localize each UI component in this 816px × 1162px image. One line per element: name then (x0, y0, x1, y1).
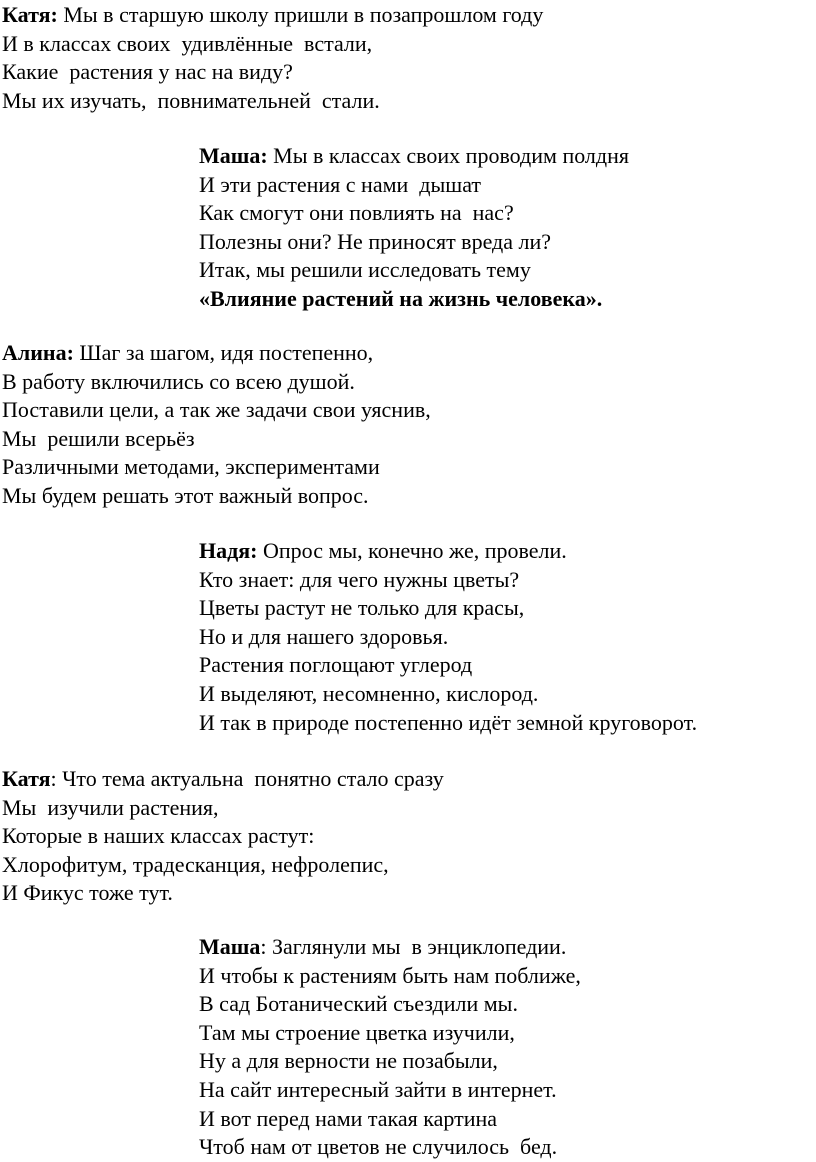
stanza-line: Хлорофитум, традесканция, нефролепис, (2, 851, 389, 877)
stanza-line: И выделяют, несомненно, кислород. (199, 680, 539, 706)
stanza-line: И Фикус тоже тут. (2, 880, 173, 906)
line-text: Мы в старшую школу пришли в позапрошлом году (57, 2, 544, 27)
stanza-line: Мы их изучать, повнимательней стали. (2, 87, 380, 113)
stanza-line: Ну а для верности не позабыли, (199, 1048, 498, 1074)
speaker-name: Катя: (2, 2, 58, 27)
stanza-line (2, 339, 431, 368)
stanza-masha-2 (199, 933, 581, 1162)
stanza-katya-1 (2, 1, 543, 115)
line-text: Мы в классах своих проводим полдня (267, 143, 629, 168)
stanza-line: И вот перед нами такая картина (199, 1105, 498, 1131)
stanza-line: И эти растения с нами дышат (199, 171, 482, 197)
stanza-line: Полезны они? Не приносят вреда ли? (199, 228, 552, 254)
stanza-line: Мы будем решать этот важный вопрос. (2, 482, 369, 508)
stanza-line: Поставили цели, а так же задачи свои уяснив, (2, 397, 431, 423)
stanza-line: И в классах своих удивлённые встали, (2, 30, 373, 56)
stanza-line: Там мы строение цветка изучили, (199, 1019, 515, 1045)
stanza-line (199, 933, 581, 962)
stanza-line: Мы изучили растения, (2, 794, 219, 820)
stanza-line: И так в природе постепенно идёт земной круговорот. (199, 709, 698, 735)
stanza-line: Но и для нашего здоровья. (199, 623, 449, 649)
stanza-line: В сад Ботанический съездили мы. (199, 991, 518, 1017)
stanza-line: Какие растения у нас на виду? (2, 59, 293, 85)
stanza-line (199, 142, 629, 171)
line-text: : Заглянули мы в энциклопедии. (260, 934, 567, 959)
speaker-name: Катя (2, 766, 51, 791)
stanza-masha-1 (199, 142, 629, 314)
stanza-line: Итак, мы решили исследовать тему (199, 257, 531, 283)
stanza-line: На сайт интересный зайти в интернет. (199, 1076, 557, 1102)
speaker-name: Маша: (199, 143, 268, 168)
stanza-line: Цветы растут не только для красы, (199, 595, 525, 621)
stanza-line: В работу включились со всею душой. (2, 368, 355, 394)
stanza-line: Различными методами, экспериментами (2, 454, 380, 480)
line-text: Опрос мы, конечно же, провели. (257, 538, 567, 563)
stanza-line (2, 765, 444, 794)
speaker-name: Маша (199, 934, 261, 959)
stanza-line (2, 1, 543, 30)
speaker-name: Алина: (2, 340, 74, 365)
stanza-alina (2, 339, 431, 511)
stanza-line (199, 537, 697, 566)
line-text: : Что тема актуальна понятно стало сразу (50, 766, 444, 791)
stanza-line: Как смогут они повлиять на нас? (199, 200, 514, 226)
stanza-nadya (199, 537, 697, 737)
speaker-name: Надя: (199, 538, 258, 563)
stanza-line: Растения поглощают углерод (199, 652, 473, 678)
stanza-line: Мы решили всерьёз (2, 425, 195, 451)
stanza-katya-2 (2, 765, 444, 908)
project-topic-title: «Влияние растений на жизнь человека». (199, 285, 603, 311)
stanza-line: Кто знает: для чего нужны цветы? (199, 566, 520, 592)
stanza-line: И чтобы к растениям быть нам поближе, (199, 962, 581, 988)
stanza-line: Чтоб нам от цветов не случилось бед. (199, 1134, 558, 1160)
stanza-line: Которые в наших классах растут: (2, 823, 315, 849)
line-text: Шаг за шагом, идя постепенно, (73, 340, 374, 365)
